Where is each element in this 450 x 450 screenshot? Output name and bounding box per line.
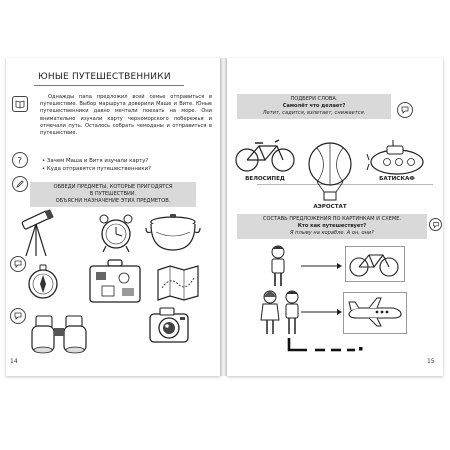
- task-box: [237, 214, 427, 239]
- cooking-pot-image: [146, 214, 200, 254]
- right-page: [227, 58, 443, 376]
- binoculars-image: [30, 312, 88, 356]
- question-item: • Куда отправятся путешественники?: [42, 166, 151, 174]
- task-line: Самолёт что делает?: [282, 103, 346, 109]
- arrow-icon: [301, 262, 343, 270]
- story-paragraph: Однажды папа предложил всей семье отправиться в путешествие. Выбор маршрута доверили Маше и Вите. Юные путешественники давно мечтали поехать на море. Они внимательно изучали карту черноморского побережья и отмечали путь. Осталось собрать чемоданы и отправиться в путешествие.: [40, 94, 212, 137]
- children-figures-image: [259, 288, 303, 336]
- task-box: [30, 182, 196, 207]
- bicycle-caption: ВЕЛОСИПЕД: [245, 176, 285, 182]
- page-number: 15: [427, 358, 435, 365]
- book-gutter: [220, 58, 227, 376]
- page-number: 14: [10, 358, 18, 365]
- telescope-image: [16, 210, 56, 258]
- task-line: ОБВЕДИ ПРЕДМЕТЫ, КОТОРЫЕ ПРИГОДЯТСЯ: [53, 184, 173, 190]
- submarine-image: [367, 138, 427, 178]
- question-item: • Зачем Маша и Витя изучали карту?: [42, 158, 151, 166]
- sentence-scheme: [285, 336, 365, 354]
- speech-icon: [397, 102, 413, 118]
- questions-list: [42, 158, 151, 173]
- alarm-clock-image: [96, 212, 136, 254]
- title-underline: [34, 85, 184, 86]
- task-line: СОСТАВЬ ПРЕДЛОЖЕНИЯ ПО КАРТИНКАМ И СХЕМЕ.: [262, 216, 402, 222]
- balloon-image: [305, 142, 355, 202]
- task-line: ОБЪЯСНИ НАЗНАЧЕНИЕ ЭТИХ ПРЕДМЕТОВ.: [55, 198, 171, 204]
- book-icon: [12, 96, 28, 112]
- suitcase-image: [88, 258, 142, 306]
- boy-figure-image: [267, 244, 289, 288]
- task-line: ПОДБЕРИ СЛОВА.: [290, 96, 338, 102]
- picture-frame: [345, 246, 405, 282]
- speech-icon: [10, 308, 26, 324]
- balloon-caption: АЭРОСТАТ: [313, 204, 347, 210]
- question-icon: [12, 152, 28, 168]
- left-page: [6, 58, 220, 376]
- task-line: Кто как путешествует?: [297, 223, 367, 229]
- task-line: Летит, садится, взлетает, снижается.: [262, 110, 366, 116]
- submarine-caption: БАТИСКАФ: [379, 176, 415, 182]
- task-box: [237, 94, 391, 119]
- picture-frame: [343, 292, 407, 334]
- task-line: Я плыву на корабле. А он, они?: [289, 230, 375, 236]
- bicycle-image: [233, 138, 297, 174]
- arrow-icon: [301, 308, 343, 316]
- svg-text:?: ?: [17, 156, 23, 167]
- map-image: [156, 266, 200, 302]
- speech-icon: [10, 256, 26, 272]
- task-line: В ПУТЕШЕСТВИИ.: [89, 191, 137, 197]
- pencil-icon: [12, 176, 28, 192]
- page-title: ЮНЫЕ ПУТЕШЕСТВЕННИКИ: [38, 72, 171, 82]
- camera-image: [146, 304, 192, 346]
- speech-icon: [429, 218, 442, 231]
- compass-image: [24, 263, 62, 301]
